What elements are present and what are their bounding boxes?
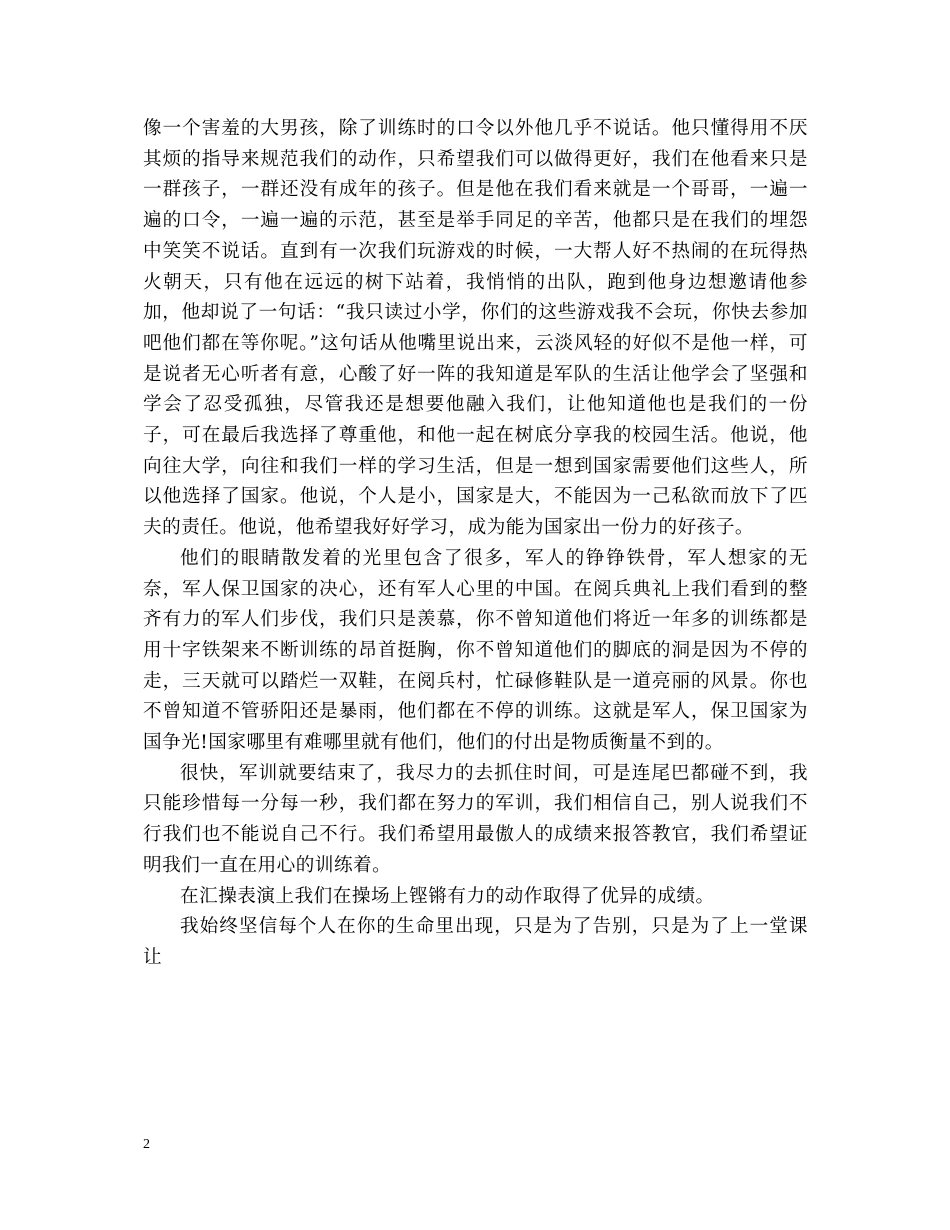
body-text: [143, 114, 808, 974]
paragraph-2: 他们的眼睛散发着的光里包含了很多，军人的铮铮铁骨，军人想家的无奈，军人保卫国家的决心，还有军人心里的中国。在阅兵典礼上我们看到的整齐有力的军人们步伐，我们只是羡慕，你不曾知道他们将近一年多的训练都是用十字铁架来不断训练的昂首挺胸，你不曾知道他们的脚底的洞是因为不停的走，三天就可以踏烂一双鞋，在阅兵村，忙碌修鞋队是一道亮丽的风景。你也不曾知道不管骄阳还是暴雨，他们都在不停的训练。这就是军人，保卫国家为国争光!国家哪里有难哪里就有他们，他们的付出是物质衡量不到的。: [143, 547, 808, 754]
paragraph-5: 我始终坚信每个人在你的生命里出现，只是为了告别，只是为了上一堂课让: [143, 916, 808, 968]
paragraph-3: 很快，军训就要结束了，我尽力的去抓住时间，可是连尾巴都碰不到，我只能珍惜每一分每一秒，我们都在努力的军训，我们相信自己，别人说我们不行我们也不能说自己不行。我们希望用最傲人的成绩来报答教官，我们希望证明我们一直在用心的训练着。: [143, 762, 808, 876]
page-number: 2: [143, 1137, 150, 1152]
paragraph-1: 像一个害羞的大男孩，除了训练时的口令以外他几乎不说话。他只懂得用不厌其烦的指导来规范我们的动作，只希望我们可以做得更好，我们在他看来只是一群孩子，一群还没有成年的孩子。但是他在我们看来就是一个哥哥，一遍一遍的口令，一遍一遍的示范，甚至是举手同足的辛苦，他都只是在我们的埋怨中笑笑不说话。直到有一次我们玩游戏的时候，一大帮人好不热闹的在玩得热火朝天，只有他在远远的树下站着，我悄悄的出队，跑到他身边想邀请他参加，他却说了一句话：“我只读过小学，你们的这些游戏我不会玩，你快去参加吧他们都在等你呢。”这句话从他嘴里说出来，云淡风轻的好似不是他一样，可是说者无心听者有意，心酸了好一阵的我知道是军队的生活让他学会了坚强和学会了忍受孤独，尽管我还是想要他融入我们，让他知道他也是我们的一份子，可在最后我选择了尊重他，和他一起在树底分享我的校园生活。他说，他向往大学，向往和我们一样的学习生活，但是一想到国家需要他们这些人，所以他选择了国家。他说，个人是小，国家是大，不能因为一己私欲而放下了匹夫的责任。他说，他希望我好好学习，成为能为国家出一份力的好孩子。: [143, 118, 808, 539]
paragraph-4: 在汇操表演上我们在操场上铿锵有力的动作取得了优异的成绩。: [180, 885, 715, 907]
